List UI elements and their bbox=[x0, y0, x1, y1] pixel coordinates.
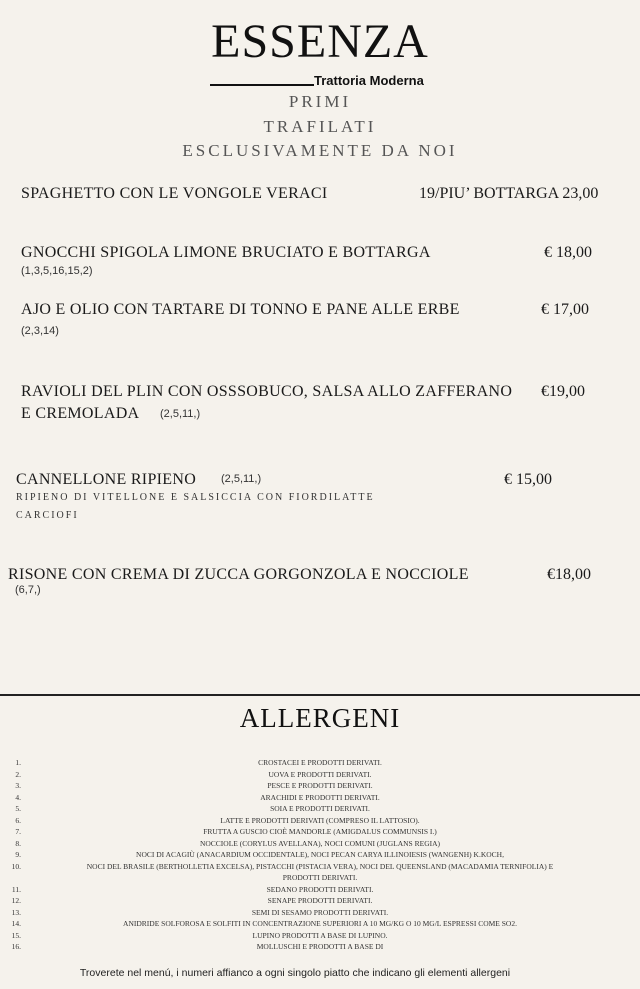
section-title-trafilati: TRAFILATI bbox=[263, 117, 377, 136]
dish-price: €18,00 bbox=[547, 566, 591, 583]
dish-name-continued: E CREMOLADA bbox=[21, 405, 140, 422]
allergen-item bbox=[0, 930, 640, 942]
dish-description: CARCIOFI bbox=[16, 510, 79, 521]
allergen-number: 6. bbox=[15, 815, 21, 825]
allergen-item bbox=[0, 884, 640, 896]
dish-description: RIPIENO DI VITELLONE E SALSICCIA CON FIORDILATTE bbox=[16, 492, 375, 503]
allergen-item bbox=[0, 780, 640, 792]
allergen-item bbox=[0, 918, 640, 930]
allergen-item bbox=[0, 941, 640, 953]
allergen-text: UOVA E PRODOTTI DERIVATI. bbox=[268, 769, 372, 779]
allergen-text: NOCI DI ACAGIÙ (ANACARDIUM OCCIDENTALE), NOCI PECAN CARYA ILLINOIESIS (WANGENH) K.KOCH, bbox=[136, 850, 504, 859]
allergen-number: 16. bbox=[11, 942, 21, 951]
allergen-text: SEDANO PRODOTTI DERIVATI. bbox=[266, 884, 374, 894]
allergen-item bbox=[0, 769, 640, 781]
allergen-text: SEMI DI SESAMO PRODOTTI DERIVATI. bbox=[251, 907, 389, 917]
allergen-text: PRODOTTI DERIVATI. bbox=[282, 873, 358, 882]
allergen-item bbox=[0, 838, 640, 850]
allergen-number: 10. bbox=[11, 861, 21, 871]
dish-allergens: (2,3,14) bbox=[21, 325, 59, 337]
allergen-text: MOLLUSCHI E PRODOTTI A BASE DI bbox=[256, 942, 384, 951]
dish-name: SPAGHETTO CON LE VONGOLE VERACI bbox=[21, 185, 328, 202]
section-title-esclusivamente: ESCLUSIVAMENTE DA NOI bbox=[182, 141, 458, 160]
allergen-item bbox=[0, 861, 640, 873]
allergen-note: Troverete nel menú, i numeri affianco a ogni singolo piatto che indicano gli elementi allergeni bbox=[79, 967, 511, 979]
allergen-item bbox=[0, 849, 640, 861]
allergen-text: FRUTTA A GUSCIO CIOÈ MANDORLE (AMIGDALUS COMMUNSIS I.) bbox=[203, 827, 437, 836]
dish-allergens: (2,5,11,) bbox=[160, 408, 201, 420]
allergen-number: 8. bbox=[15, 838, 21, 848]
allergen-item bbox=[0, 815, 640, 827]
brand-title: ESSENZA bbox=[211, 15, 429, 68]
dish-name: RISONE CON CREMA DI ZUCCA GORGONZOLA E NOCCIOLE bbox=[8, 566, 469, 583]
allergen-number: 2. bbox=[15, 769, 21, 779]
allergen-item bbox=[0, 895, 640, 907]
section-divider bbox=[0, 694, 640, 696]
allergen-text: NOCI DEL BRASILE (BERTHOLLETIA EXCELSA), PISTACCHI (PISTACIA VERA), NOCI DEL QUEENSLAND (MACADAMIA TERNIFOLIA) E bbox=[86, 861, 554, 871]
dish-price: € 15,00 bbox=[504, 471, 552, 488]
allergen-number: 4. bbox=[15, 792, 21, 802]
dish-name: RAVIOLI DEL PLIN CON OSSSOBUCO, SALSA ALLO ZAFFERANO bbox=[21, 383, 513, 400]
dish-price: € 18,00 bbox=[544, 244, 592, 261]
allergen-number: 15. bbox=[11, 930, 21, 940]
allergen-number: 9. bbox=[15, 850, 21, 859]
brand-underline bbox=[210, 84, 314, 86]
dish-name: GNOCCHI SPIGOLA LIMONE BRUCIATO E BOTTARGA bbox=[21, 244, 431, 261]
allergen-text: LATTE E PRODOTTI DERIVATI (COMPRESO IL LATTOSIO). bbox=[220, 815, 420, 825]
dish-price: 19/PIU’ BOTTARGA 23,00 bbox=[419, 185, 599, 202]
allergen-text: PESCE E PRODOTTI DERIVATI. bbox=[267, 781, 373, 790]
dish-name: CANNELLONE RIPIENO bbox=[16, 471, 197, 488]
allergen-item bbox=[0, 907, 640, 919]
allergen-text: SOIA E PRODOTTI DERIVATI. bbox=[270, 804, 370, 813]
brand-subtitle: Trattoria Moderna bbox=[314, 73, 424, 88]
allergen-item bbox=[0, 826, 640, 838]
allergen-text: ARACHIDI E PRODOTTI DERIVATI. bbox=[260, 792, 380, 802]
allergen-item bbox=[0, 803, 640, 815]
dish-allergens: (2,5,11,) bbox=[221, 473, 262, 485]
allergen-list bbox=[0, 757, 640, 953]
allergen-number: 5. bbox=[15, 804, 21, 813]
dish-name: AJO E OLIO CON TARTARE DI TONNO E PANE ALLE ERBE bbox=[21, 301, 460, 318]
allergen-text: SENAPE PRODOTTI DERIVATI. bbox=[267, 896, 373, 905]
allergen-text: ANIDRIDE SOLFOROSA E SOLFITI IN CONCENTRAZIONE SUPERIORI A 10 MG/KG O 10 MG/L ESPRESSI COME SO2. bbox=[123, 919, 517, 928]
dish-allergens: (1,3,5,16,15,2) bbox=[21, 265, 93, 277]
allergen-item bbox=[0, 872, 640, 884]
allergen-number: 14. bbox=[11, 919, 21, 928]
allergen-text: LUPINO PRODOTTI A BASE DI LUPINO. bbox=[252, 930, 388, 940]
allergen-number: 7. bbox=[15, 827, 21, 836]
allergen-number: 12. bbox=[11, 896, 21, 905]
dish-price: €19,00 bbox=[541, 383, 585, 400]
allergen-number: 1. bbox=[15, 758, 21, 767]
allergen-text: CROSTACEI E PRODOTTI DERIVATI. bbox=[258, 758, 382, 767]
allergen-number: 11. bbox=[11, 884, 21, 894]
allergen-text: NOCCIOLE (CORYLUS AVELLANA), NOCI COMUNI (JUGLANS REGIA) bbox=[199, 838, 441, 848]
allergen-number: 3. bbox=[15, 781, 21, 790]
allergen-item bbox=[0, 792, 640, 804]
allergen-item bbox=[0, 757, 640, 769]
dish-allergens: (6,7,) bbox=[15, 584, 41, 596]
section-title-primi: PRIMI bbox=[288, 92, 352, 111]
allergeni-title: ALLERGENI bbox=[239, 703, 401, 733]
dish-price: € 17,00 bbox=[541, 301, 589, 318]
allergen-number: 13. bbox=[11, 907, 21, 917]
